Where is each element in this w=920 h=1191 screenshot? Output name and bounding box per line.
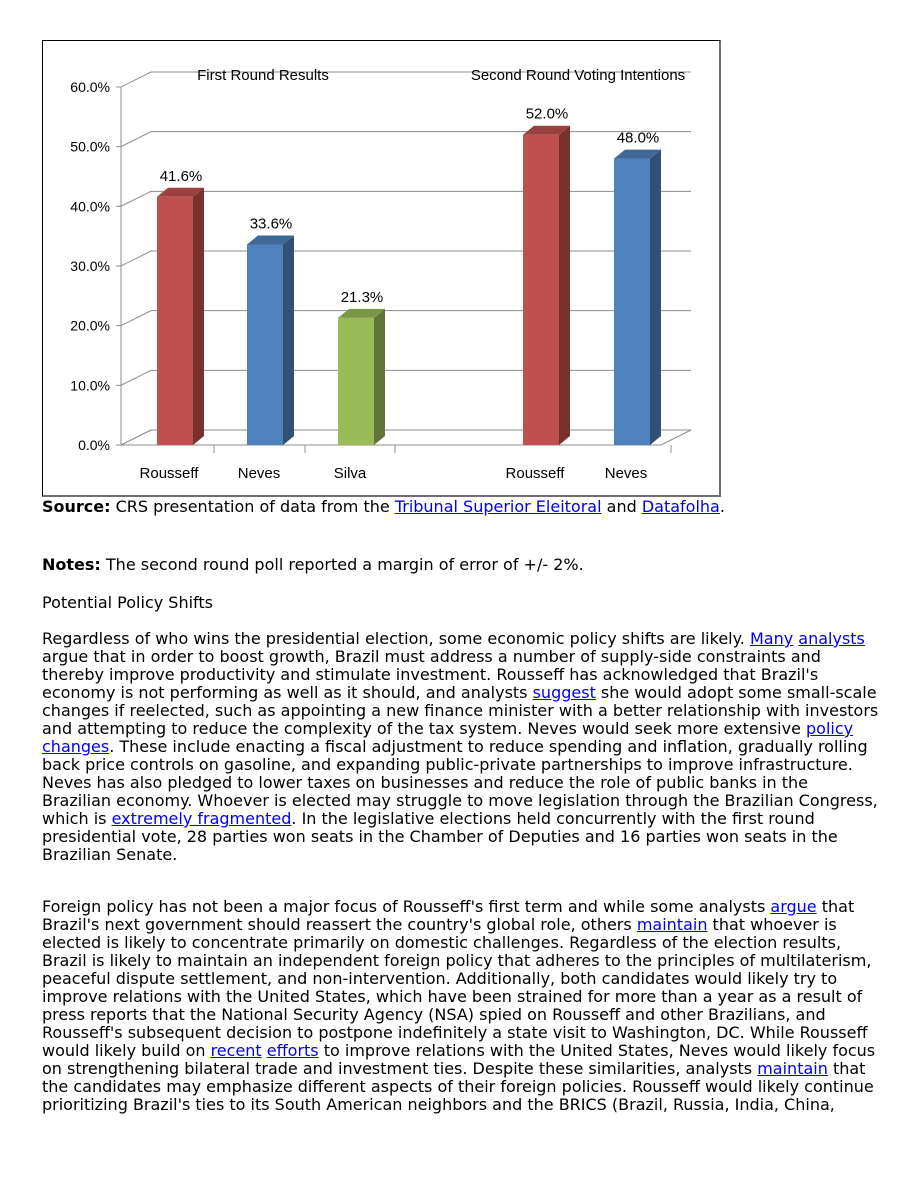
data-label: 48.0% (616, 129, 660, 147)
efforts-link[interactable]: efforts (266, 1041, 319, 1060)
y-tick-label: 20.0% (70, 317, 110, 334)
x-category-label: Neves (237, 465, 281, 482)
bar-side (193, 188, 204, 445)
argue-link[interactable]: argue (770, 897, 817, 916)
source-line (42, 498, 882, 516)
y-tick-label: 30.0% (70, 258, 110, 274)
chart-floor (121, 430, 691, 445)
p2-text-1: Foreign policy has not been a major focus of Rousseff's first term and while some analysts (42, 897, 771, 916)
paragraph-policy (42, 630, 882, 864)
data-label: 52.0% (525, 105, 569, 123)
bar-front (157, 197, 193, 445)
x-category-label: Rousseff (139, 465, 199, 482)
bar-chart (43, 41, 719, 495)
p1-text-4: she would adopt some small-scale changes if reelected, such as appointing a new finance minister with a better relationship with investors and attempting to reduce the complexity of the tax system. Neves would seek more extensive (42, 683, 879, 738)
notes-line (42, 556, 882, 574)
y-tick-label: 10.0% (70, 377, 110, 394)
x-category-label: Neves (604, 465, 648, 482)
p1-text-1: Regardless of who wins the presidential election, some economic policy shifts are likely. (42, 629, 750, 648)
p2-text-3: that whoever is elected is likely to concentrate primarily on domestic challenges. Regardless of the election results, Brazil is likely to maintain an independent foreign policy that adheres to the principles of multilaterism, peaceful dispute settlement, and non-intervention. Additionally, both candidates would likely try to improve relations with the United States, which have been strained for more than a year as a result of press reports that the National Security Agency (NSA) spied on Rousseff and other Brazilians, and Rousseff's subsequent decision to postpone indefinitely a state visit to Washington, DC. While Rousseff would likely build on (42, 915, 872, 1060)
bar-side (374, 309, 385, 445)
maintain-link-2[interactable]: maintain (757, 1059, 828, 1078)
data-label: 21.3% (340, 288, 384, 306)
chart-frame (42, 40, 721, 497)
notes-text: The second round poll reported a margin of error of +/- 2%. (100, 555, 584, 574)
gridline (121, 129, 691, 147)
bar-side (559, 126, 570, 445)
p2-text-2: that Brazil's next government should reassert the country's global role, others (42, 897, 855, 934)
recent-link[interactable]: recent (210, 1041, 262, 1060)
data-label: 41.6% (159, 167, 203, 185)
bar-front (338, 318, 374, 445)
group-title: Second Round Voting Intentions (470, 67, 686, 84)
source-and: and (601, 497, 642, 516)
x-category-label: Rousseff (505, 465, 565, 482)
maintain-link-1[interactable]: maintain (636, 915, 708, 934)
p1-text-5: . These include enacting a fiscal adjustment to reduce spending and inflation, gradually rolling back price controls on gasoline, and expanding public-private partnerships to improve infrastructure. Neves has also pledged to lower taxes on businesses and reduce the role of public banks in the Brazilian economy. Whoever is elected may struggle to move legislation through the Brazilian Congress, which is (42, 737, 878, 828)
source-period: . (719, 497, 725, 516)
extremely-fragmented-link[interactable]: extremely fragmented (111, 809, 292, 828)
y-tick-label: 0.0% (78, 437, 110, 453)
gridline (121, 251, 691, 266)
gridline (121, 191, 691, 206)
many-link[interactable]: Many (749, 629, 794, 648)
p1-text-3: argue that in order to boost growth, Brazil must address a number of supply-side constraints and thereby improve productivity and stimulate investment. Rousseff has acknowledged that Brazil's economy is not performing as well as it should, and analysts (42, 647, 821, 702)
p2-text-6: that the candidates may emphasize different aspects of their foreign policies. Rousseff would likely continue prioritizing Brazil's ties to its South American neighbors and the BRICS (Brazil, Russia, India, China, (42, 1059, 874, 1114)
bar-front (247, 245, 283, 445)
data-label: 33.6% (249, 215, 293, 233)
p2-text-5: to improve relations with the United States, Neves would likely focus on strengthening bilateral trade and investment ties. Despite these similarities, analysts (42, 1041, 876, 1078)
p1-text-6: . In the legislative elections held concurrently with the first round presidential vote, 28 parties won seats in the Chamber of Deputies and 16 parties won seats in the Brazilian Senate. (42, 809, 838, 864)
source-label: Source: (42, 497, 111, 516)
tse-link[interactable]: Tribunal Superior Eleitoral (394, 497, 602, 516)
paragraph-foreign-policy (42, 898, 882, 1114)
x-category-label: Silva (333, 465, 367, 482)
bar-front (614, 159, 650, 445)
y-tick-label: 60.0% (70, 79, 110, 95)
source-text: CRS presentation of data from the (110, 497, 395, 516)
section-heading (42, 594, 882, 612)
gridline (121, 370, 691, 385)
gridline (121, 311, 691, 326)
policy-changes-link[interactable]: policy changes (42, 719, 854, 756)
bar-front (523, 135, 559, 445)
notes-label: Notes: (42, 555, 101, 574)
suggest-link[interactable]: suggest (532, 683, 596, 702)
datafolha-link[interactable]: Datafolha (641, 497, 720, 516)
analysts-link[interactable]: analysts (798, 629, 865, 648)
section-heading-text: Potential Policy Shifts (42, 593, 213, 612)
y-tick-label: 50.0% (70, 138, 110, 155)
y-tick-label: 40.0% (70, 198, 110, 215)
bar-side (283, 236, 294, 445)
group-title: First Round Results (197, 67, 329, 84)
bar-side (650, 150, 661, 445)
